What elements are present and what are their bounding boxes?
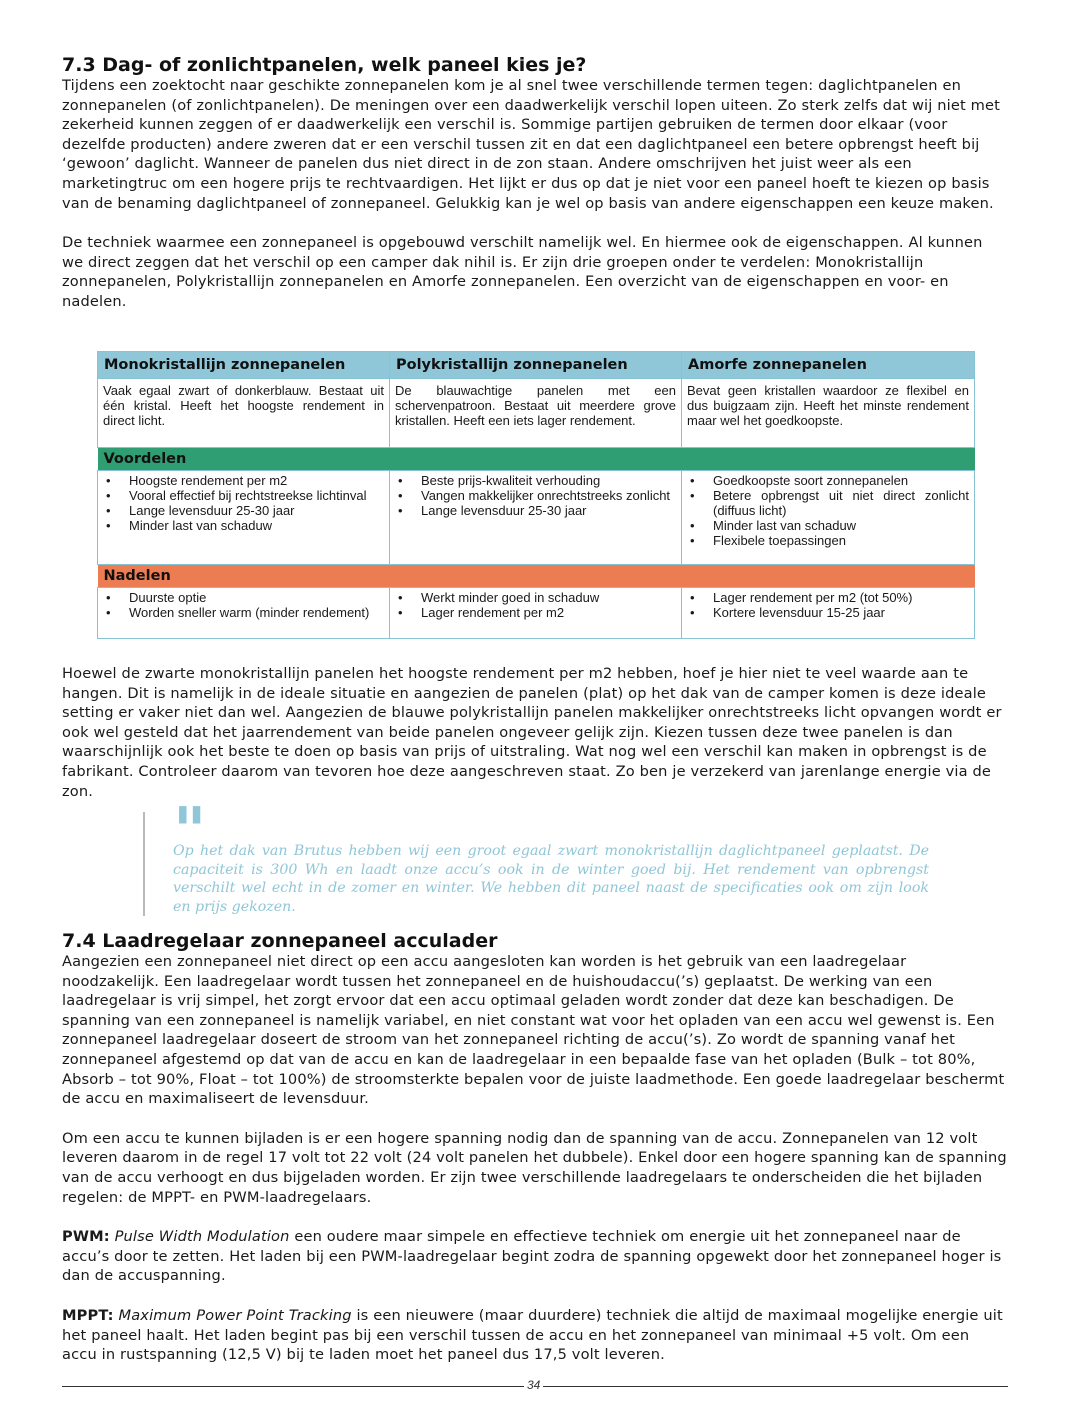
- paragraph: Hoewel de zwarte monokristallijn panelen het hoogste rendement per m2 hebben, hoef je hier niet te veel waarde aan te hangen. Dit is namelijk in de ideale situatie en aangezien de panelen (plat) op het dak van de camper komen is deze ideale setting er vaker niet dan wel. Aangezien de blauwe polykristallijn panelen makkelijker onrechtstreeks licht opvangen wordt er ook wel gesteld dat het jaarrendement van beide panelen ongeveer gelijk zijn. Kiezen tussen deze twee panelen is dan waarschijnlijk ook het beste te doen op basis van prijs of uitstraling. Wat nog wel een verschil kan maken in opbrengst is de fabrikant. Controleer daarom van tevoren hoe deze aangeschreven staat. Zo ben je verzekerd van jarenlange energie via de zon.: [62, 665, 1002, 800]
- pull-quote: [143, 795, 931, 916]
- pwm-term: Pulse Width Modulation: [114, 1228, 290, 1246]
- bullet-item: • Betere opbrengst uit niet direct zonlicht (diffuus licht): [687, 488, 969, 518]
- table-row: [98, 471, 975, 565]
- mppt-term: Maximum Power Point Tracking: [118, 1306, 352, 1324]
- cons-cell: [98, 588, 390, 639]
- pwm-paragraph: [62, 1227, 1008, 1286]
- bullet-item: • Beste prijs-kwaliteit verhouding: [395, 473, 676, 488]
- pwm-label: PWM:: [62, 1228, 110, 1246]
- column-header: Amorfe zonnepanelen: [682, 352, 975, 379]
- description-cell: Bevat geen kristallen waardoor ze flexibel en dus buigzaam zijn. Heeft het minste rendement maar wel het goedkoopste.: [682, 379, 975, 448]
- table-row: [98, 588, 975, 639]
- bullet-item: • Vangen makkelijker onrechtstreeks zonlicht: [395, 488, 676, 503]
- bullet-item: • Flexibele toepassingen: [687, 533, 969, 548]
- cons-cell: [390, 588, 682, 639]
- bullet-item: • Hoogste rendement per m2: [103, 473, 384, 488]
- section-7-3: [62, 54, 1008, 312]
- bullet-item: • Vooral effectief bij rechtstreekse lichtinval: [103, 488, 384, 503]
- table-header-row: [98, 352, 975, 379]
- paragraph: Tijdens een zoektocht naar geschikte zonnepanelen kom je al snel twee verschillende termen tegen: daglichtpanelen en zonnepanelen (of zonlichtpanelen). De meningen over een daadwerkelijk verschil lopen uiteen. Zo sterk zelfs dat wij niet met zekerheid kunnen zeggen of er daadwerkelijk een verschil is. Sommige partijen gebruiken de termen door elkaar (voor dezelfde producten) andere zweren dat er een verschil tussen zit en dat een daglichtpaneel een betere opbrengst heeft bij ‘gewoon’ daglicht. Wanneer de panelen dus niet direct in de zon staan. Andere omschrijven het juist weer als een marketingtruc om een hogere prijs te rechtvaardigen. Het lijkt er dus op dat je niet voor een paneel hoeft te kiezen op basis van de benaming daglichtpaneel of zonnepaneel. Gelukkig kan je wel op basis van andere eigenschappen een keuze maken.: [62, 77, 1001, 212]
- bullet-item: • Lager rendement per m2: [395, 605, 676, 620]
- quote-mark-icon: ": [173, 795, 201, 869]
- bullet-item: • Worden sneller warm (minder rendement): [103, 605, 384, 620]
- bullet-item: • Minder last van schaduw: [103, 518, 384, 533]
- cons-band-row: [98, 565, 975, 588]
- page-number: 34: [524, 1378, 543, 1392]
- pros-cell: [98, 471, 390, 565]
- table-row: [98, 379, 975, 448]
- bullet-item: • Werkt minder goed in schaduw: [395, 590, 676, 605]
- panel-comparison-table: [97, 351, 975, 639]
- pros-band-row: [98, 448, 975, 471]
- section-heading: 7.3 Dag- of zonlichtpanelen, welk paneel kies je?: [62, 54, 587, 76]
- description-cell: Vaak egaal zwart of donkerblauw. Bestaat uit één kristal. Heeft het hoogste rendement in direct licht.: [98, 379, 390, 448]
- paragraph: De techniek waarmee een zonnepaneel is opgebouwd verschilt namelijk wel. En hiermee ook de eigenschappen. Al kunnen we direct zeggen dat het verschil op een camper dak nihil is. Er zijn drie groepen onder te verdelen: Monokristallijn zonnepanelen, Polykristallijn zonnepanelen en Amorfe zonnepanelen. Een overzicht van de eigenschappen en voor- en nadelen.: [62, 234, 983, 310]
- pros-label: Voordelen: [98, 448, 975, 471]
- cons-cell: [682, 588, 975, 639]
- paragraph: Aangezien een zonnepaneel niet direct op een accu aangesloten kan worden is het gebruik van een laadregelaar noodzakelijk. Een laadregelaar wordt tussen het zonnepaneel en de huishoudaccu(’s) geplaatst. De werking van een laadregelaar is vrij simpel, het zorgt ervoor dat een accu optimaal geladen wordt zonder dat deze kan beschadigen. De spanning van een zonnepaneel is namelijk variabel, en niet constant wat voor het opladen van een accu wel gewenst is. Een zonnepaneel laadregelaar doseert de stroom van het zonnepaneel richting de accu(’s). Zo wordt de spanning vanaf het zonnepaneel afgestemd op dat van de accu en kan de laadregelaar in een bepaalde fase van het opladen (Bulk – tot 80%, Absorb – tot 90%, Float – tot 100%) de stroomsterkte bepalen voor de juiste laadmethode. Een goede laadregelaar beschermt de accu en maximaliseert de levensduur.: [62, 953, 1005, 1108]
- description-cell: De blauwachtige panelen met een schervenpatroon. Bestaat uit meerdere grove kristallen. Heeft een iets lager rendement.: [390, 379, 682, 448]
- mppt-text: is een nieuwere (maar duurdere) techniek die altijd de maximaal mogelijke energie uit het paneel haalt. Het laden begint pas bij een verschil tussen de accu en het zonnepaneel van minimaal +5 volt. Om een accu in rustspanning (12,5 V) bij te laden moet het paneel dus 17,5 volt leveren.: [62, 1306, 1003, 1364]
- quote-text: Op het dak van Brutus hebben wij een groot egaal zwart monokristallijn daglichtpaneel geplaatst. De capaciteit is 300 Wh en laadt onze accu’s ook in de winter goed bij. Het rendement van opbrengst verschilt wel echt in de zomer en winter. We hebben dit paneel naast de specificaties ook om zijn look en prijs gekozen.: [173, 843, 929, 915]
- bullet-item: • Lager rendement per m2 (tot 50%): [687, 590, 969, 605]
- cons-label: Nadelen: [98, 565, 975, 588]
- pwm-text: een oudere maar simpele en effectieve techniek om energie uit het zonnepaneel naar de accu’s door te zetten. Het laden bij een PWM-laadregelaar begint zodra de spanning opgewekt door het zonnepaneel hoger is dan de accuspanning.: [62, 1228, 1002, 1285]
- bullet-item: • Lange levensduur 25-30 jaar: [103, 503, 384, 518]
- column-header: Polykristallijn zonnepanelen: [390, 352, 682, 379]
- mppt-label: MPPT:: [62, 1306, 114, 1324]
- bullet-item: • Duurste optie: [103, 590, 384, 605]
- bullet-item: • Kortere levensduur 15-25 jaar: [687, 605, 969, 620]
- paragraph: Om een accu te kunnen bijladen is er een hogere spanning nodig dan de spanning van de accu. Zonnepanelen van 12 volt leveren daarom in de regel 17 volt tot 22 volt (24 volt panelen het dubbele). Enkel door een hogere spanning kan de spanning van de accu verhoogt en dus bijgeladen worden. Er zijn twee verschillende laadregelaars te onderscheiden die het bijladen regelen: de MPPT- en PWM-laadregelaars.: [62, 1129, 1007, 1206]
- section-heading: 7.4 Laadregelaar zonnepaneel acculader: [62, 930, 498, 952]
- bullet-item: • Minder last van schaduw: [687, 518, 969, 533]
- bullet-item: • Goedkoopste soort zonnepanelen: [687, 473, 969, 488]
- pros-cell: [682, 471, 975, 565]
- section-7-3-conclusion: [62, 664, 1008, 801]
- pros-cell: [390, 471, 682, 565]
- column-header: Monokristallijn zonnepanelen: [98, 352, 390, 379]
- bullet-item: • Lange levensduur 25-30 jaar: [395, 503, 676, 518]
- mppt-paragraph: [62, 1306, 1008, 1365]
- section-7-4: [62, 930, 1008, 1365]
